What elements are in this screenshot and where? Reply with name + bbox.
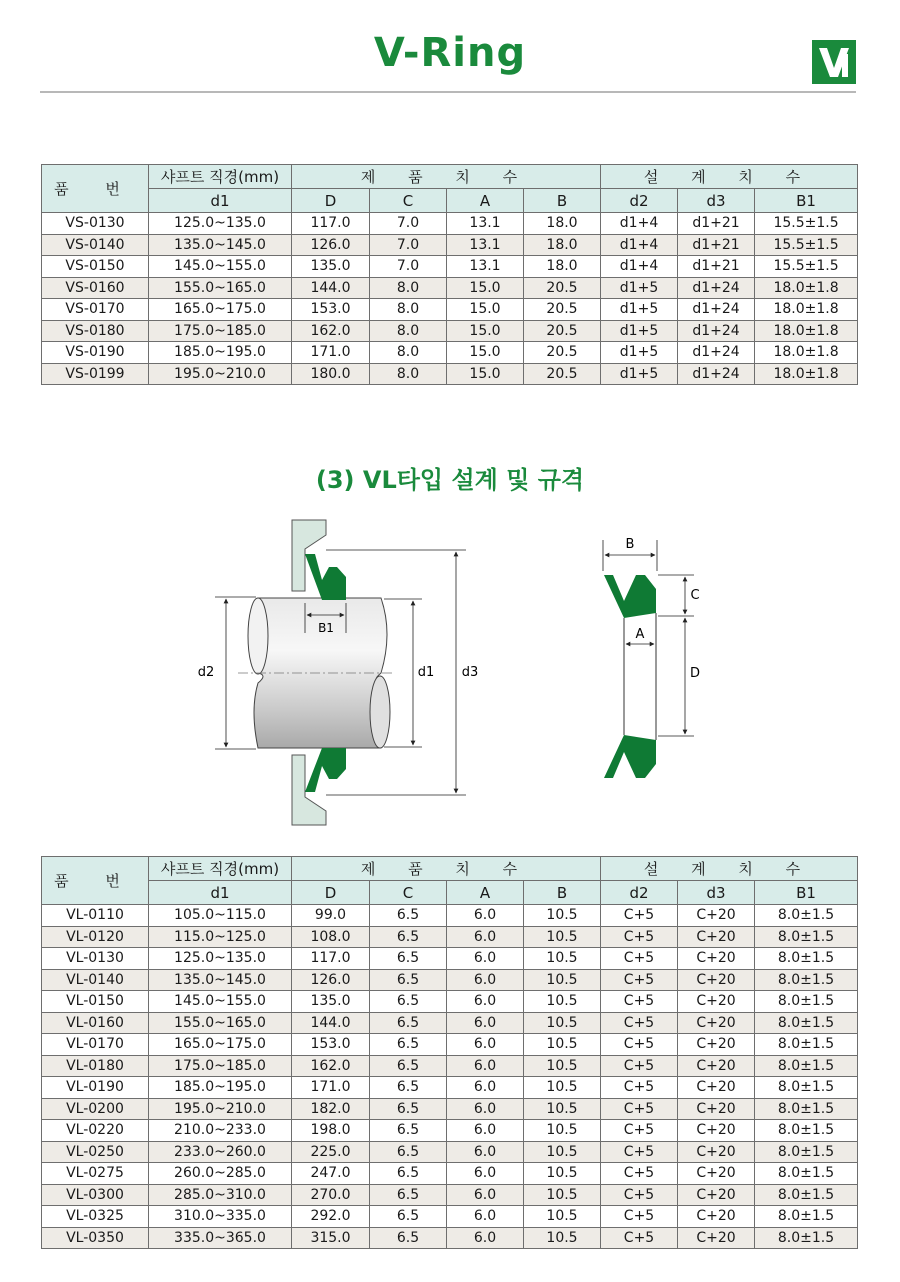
part-no-header: 품 번 — [42, 165, 149, 213]
product-dims-header: 제 품 치 수 — [292, 857, 601, 881]
table-cell: 195.0~210.0 — [149, 1098, 292, 1120]
part-number-cell: VL-0120 — [42, 926, 149, 948]
label-d2: d2 — [197, 665, 215, 680]
table-cell: 6.0 — [447, 1034, 524, 1056]
table-cell: 18.0±1.8 — [755, 277, 858, 299]
table-row — [42, 299, 858, 321]
vl-type-diagram — [0, 505, 900, 845]
vl-spec-table — [41, 856, 858, 1249]
table-cell: 8.0±1.5 — [755, 969, 858, 991]
table-cell: 6.5 — [370, 1098, 447, 1120]
table-cell: 20.5 — [524, 320, 601, 342]
column-header: d1 — [149, 881, 292, 905]
table-cell: C+20 — [678, 1098, 755, 1120]
table-cell: 13.1 — [447, 256, 524, 278]
page-title: V-Ring — [373, 30, 527, 76]
table-cell: 10.5 — [524, 1141, 601, 1163]
table-cell: 6.0 — [447, 1120, 524, 1142]
table-cell: 145.0~155.0 — [149, 256, 292, 278]
table-cell: 195.0~210.0 — [149, 363, 292, 385]
table-cell: 108.0 — [292, 926, 370, 948]
table-cell: 8.0 — [370, 277, 447, 299]
table-cell: 117.0 — [292, 213, 370, 235]
column-header: B — [524, 881, 601, 905]
table-cell: 315.0 — [292, 1227, 370, 1249]
table-cell: 20.5 — [524, 277, 601, 299]
table-cell: d1+5 — [601, 299, 678, 321]
table-cell: d1+24 — [678, 342, 755, 364]
part-number-cell: VL-0200 — [42, 1098, 149, 1120]
table-cell: 8.0±1.5 — [755, 1077, 858, 1099]
brand-logo — [812, 40, 856, 84]
table-cell: 6.0 — [447, 969, 524, 991]
table-cell: 8.0±1.5 — [755, 926, 858, 948]
table-cell: d1+5 — [601, 342, 678, 364]
shaft-diameter-header: 샤프트 직경(mm) — [149, 857, 292, 881]
table-row — [42, 1141, 858, 1163]
design-dims-header: 설 계 치 수 — [601, 165, 858, 189]
table-cell: 126.0 — [292, 969, 370, 991]
table-cell: 10.5 — [524, 1077, 601, 1099]
table-cell: 6.0 — [447, 1163, 524, 1185]
part-number-cell: VL-0160 — [42, 1012, 149, 1034]
table-cell: C+20 — [678, 926, 755, 948]
table-cell: 8.0±1.5 — [755, 1055, 858, 1077]
table-cell: 6.0 — [447, 991, 524, 1013]
table-cell: C+20 — [678, 969, 755, 991]
table-cell: 144.0 — [292, 277, 370, 299]
table-cell: 6.0 — [447, 1184, 524, 1206]
table-cell: 15.0 — [447, 363, 524, 385]
table-cell: 6.5 — [370, 1055, 447, 1077]
table-cell: 185.0~195.0 — [149, 1077, 292, 1099]
table-cell: 135.0~145.0 — [149, 234, 292, 256]
table-cell: 8.0±1.5 — [755, 1012, 858, 1034]
table-cell: 175.0~185.0 — [149, 1055, 292, 1077]
table-cell: 6.0 — [447, 926, 524, 948]
table-cell: 10.5 — [524, 1120, 601, 1142]
table-cell: 8.0 — [370, 320, 447, 342]
table-row — [42, 277, 858, 299]
table-cell: 8.0±1.5 — [755, 1163, 858, 1185]
table-cell: 6.0 — [447, 1227, 524, 1249]
table-cell: 10.5 — [524, 969, 601, 991]
column-header: C — [370, 189, 447, 213]
table-cell: 10.5 — [524, 1098, 601, 1120]
table-cell: 6.5 — [370, 1206, 447, 1228]
table-cell: 15.5±1.5 — [755, 213, 858, 235]
table-cell: C+5 — [601, 1184, 678, 1206]
table-row — [42, 926, 858, 948]
table-cell: C+20 — [678, 1034, 755, 1056]
table-cell: 6.5 — [370, 926, 447, 948]
table-cell: d1+24 — [678, 363, 755, 385]
table-row — [42, 905, 858, 927]
table-cell: C+20 — [678, 905, 755, 927]
column-header: A — [447, 881, 524, 905]
table-cell: d1+21 — [678, 256, 755, 278]
table-row — [42, 256, 858, 278]
table-cell: C+20 — [678, 1055, 755, 1077]
table-cell: d1+24 — [678, 299, 755, 321]
column-header: d1 — [149, 189, 292, 213]
table-cell: 10.5 — [524, 1012, 601, 1034]
table-cell: 6.0 — [447, 905, 524, 927]
table-cell: 13.1 — [447, 213, 524, 235]
table-cell: 6.5 — [370, 1077, 447, 1099]
table-cell: C+20 — [678, 1120, 755, 1142]
table-row — [42, 969, 858, 991]
table-cell: 135.0~145.0 — [149, 969, 292, 991]
table-row — [42, 320, 858, 342]
table-cell: C+20 — [678, 1227, 755, 1249]
table-cell: 18.0 — [524, 213, 601, 235]
table-cell: 13.1 — [447, 234, 524, 256]
table-cell: 125.0~135.0 — [149, 948, 292, 970]
table-cell: 10.5 — [524, 1163, 601, 1185]
table-cell: C+5 — [601, 948, 678, 970]
table-cell: 6.5 — [370, 948, 447, 970]
table-cell: 18.0±1.8 — [755, 320, 858, 342]
table-cell: 15.0 — [447, 320, 524, 342]
table-cell: 10.5 — [524, 1184, 601, 1206]
table-cell: 6.0 — [447, 1077, 524, 1099]
table-cell: C+5 — [601, 926, 678, 948]
table-cell: 126.0 — [292, 234, 370, 256]
part-number-cell: VS-0140 — [42, 234, 149, 256]
table-cell: 135.0 — [292, 256, 370, 278]
part-number-cell: VL-0300 — [42, 1184, 149, 1206]
table-cell: 155.0~165.0 — [149, 1012, 292, 1034]
part-number-cell: VS-0160 — [42, 277, 149, 299]
table-cell: 10.5 — [524, 1227, 601, 1249]
part-number-cell: VL-0130 — [42, 948, 149, 970]
column-header-row — [42, 189, 858, 213]
table-cell: 165.0~175.0 — [149, 299, 292, 321]
table-cell: 6.0 — [447, 1012, 524, 1034]
table-cell: C+5 — [601, 969, 678, 991]
part-number-cell: VS-0170 — [42, 299, 149, 321]
table-cell: C+5 — [601, 905, 678, 927]
table-cell: 6.5 — [370, 1012, 447, 1034]
table-cell: 135.0 — [292, 991, 370, 1013]
table-cell: 8.0±1.5 — [755, 1141, 858, 1163]
column-header: D — [292, 189, 370, 213]
label-c: C — [690, 588, 700, 603]
table-cell: d1+4 — [601, 213, 678, 235]
table-cell: C+5 — [601, 1206, 678, 1228]
table-cell: 171.0 — [292, 1077, 370, 1099]
table-row — [42, 1184, 858, 1206]
column-header-row — [42, 881, 858, 905]
table-cell: d1+24 — [678, 320, 755, 342]
column-header: A — [447, 189, 524, 213]
column-header: d2 — [601, 881, 678, 905]
table-cell: 8.0±1.5 — [755, 1034, 858, 1056]
header-divider — [40, 91, 856, 93]
label-d1: d1 — [417, 665, 435, 680]
table-cell: d1+5 — [601, 320, 678, 342]
table-cell: C+20 — [678, 1184, 755, 1206]
table-row — [42, 1077, 858, 1099]
column-header: B1 — [755, 189, 858, 213]
table-cell: 115.0~125.0 — [149, 926, 292, 948]
table-cell: 6.5 — [370, 1034, 447, 1056]
label-d: D — [689, 666, 701, 681]
table-cell: 18.0±1.8 — [755, 299, 858, 321]
table-cell: 335.0~365.0 — [149, 1227, 292, 1249]
table-row — [42, 1120, 858, 1142]
table-cell: C+5 — [601, 1163, 678, 1185]
table-cell: 20.5 — [524, 299, 601, 321]
table-cell: 10.5 — [524, 1034, 601, 1056]
table-cell: 7.0 — [370, 234, 447, 256]
part-number-cell: VS-0150 — [42, 256, 149, 278]
table-cell: C+5 — [601, 1055, 678, 1077]
table-cell: C+20 — [678, 1077, 755, 1099]
v-ring-bottom — [305, 748, 346, 792]
table-cell: 10.5 — [524, 991, 601, 1013]
part-number-cell: VL-0140 — [42, 969, 149, 991]
table-cell: 20.5 — [524, 363, 601, 385]
ring-section-bottom — [604, 735, 656, 778]
table-cell: 18.0 — [524, 234, 601, 256]
column-header: B — [524, 189, 601, 213]
section-title: (3) VL타입 설계 및 규격 — [315, 466, 585, 494]
column-header: C — [370, 881, 447, 905]
table-cell: C+20 — [678, 1163, 755, 1185]
table-cell: 292.0 — [292, 1206, 370, 1228]
table-row — [42, 991, 858, 1013]
table-cell: 6.5 — [370, 1227, 447, 1249]
table-cell: 6.5 — [370, 1120, 447, 1142]
column-header: d3 — [678, 189, 755, 213]
table-cell: 162.0 — [292, 1055, 370, 1077]
part-number-cell: VS-0199 — [42, 363, 149, 385]
column-header: d3 — [678, 881, 755, 905]
table-row — [42, 1206, 858, 1228]
table-cell: 8.0±1.5 — [755, 1120, 858, 1142]
table-cell: 310.0~335.0 — [149, 1206, 292, 1228]
table-cell: C+5 — [601, 1012, 678, 1034]
table-cell: C+5 — [601, 1120, 678, 1142]
table-cell: 8.0±1.5 — [755, 948, 858, 970]
table-row — [42, 342, 858, 364]
table-cell: 20.5 — [524, 342, 601, 364]
table-cell: 10.5 — [524, 905, 601, 927]
table-cell: 8.0±1.5 — [755, 1206, 858, 1228]
table-row — [42, 234, 858, 256]
table-cell: 117.0 — [292, 948, 370, 970]
table-row — [42, 1012, 858, 1034]
table-cell: 6.0 — [447, 1141, 524, 1163]
table-cell: 105.0~115.0 — [149, 905, 292, 927]
table-cell: 18.0 — [524, 256, 601, 278]
table-cell: 8.0±1.5 — [755, 905, 858, 927]
part-number-cell: VL-0180 — [42, 1055, 149, 1077]
part-number-cell: VL-0190 — [42, 1077, 149, 1099]
table-cell: 153.0 — [292, 299, 370, 321]
table-cell: 15.0 — [447, 299, 524, 321]
logo-v-icon — [812, 40, 856, 84]
table-cell: C+5 — [601, 1227, 678, 1249]
table-cell: 15.5±1.5 — [755, 234, 858, 256]
table-cell: 8.0 — [370, 342, 447, 364]
table-cell: 15.0 — [447, 342, 524, 364]
table-cell: 8.0 — [370, 363, 447, 385]
label-b: B — [625, 537, 635, 552]
table-cell: 260.0~285.0 — [149, 1163, 292, 1185]
table-cell: 99.0 — [292, 905, 370, 927]
table-cell: 125.0~135.0 — [149, 213, 292, 235]
part-number-cell: VL-0350 — [42, 1227, 149, 1249]
table-cell: 8.0 — [370, 299, 447, 321]
table-cell: 15.0 — [447, 277, 524, 299]
table-cell: 144.0 — [292, 1012, 370, 1034]
vl-table-body — [42, 905, 858, 1249]
design-dims-header: 설 계 치 수 — [601, 857, 858, 881]
table-cell: 10.5 — [524, 926, 601, 948]
part-number-cell: VS-0180 — [42, 320, 149, 342]
table-cell: d1+4 — [601, 256, 678, 278]
column-header: d2 — [601, 189, 678, 213]
table-cell: 162.0 — [292, 320, 370, 342]
column-header: D — [292, 881, 370, 905]
table-cell: 8.0±1.5 — [755, 1098, 858, 1120]
product-dims-header: 제 품 치 수 — [292, 165, 601, 189]
table-cell: C+5 — [601, 1077, 678, 1099]
table-cell: 6.0 — [447, 948, 524, 970]
table-cell: 180.0 — [292, 363, 370, 385]
part-number-cell: VL-0110 — [42, 905, 149, 927]
vs-table-body — [42, 213, 858, 385]
table-row — [42, 363, 858, 385]
table-cell: C+20 — [678, 948, 755, 970]
table-cell: 6.0 — [447, 1098, 524, 1120]
table-cell: d1+5 — [601, 363, 678, 385]
part-number-cell: VL-0250 — [42, 1141, 149, 1163]
table-cell: 285.0~310.0 — [149, 1184, 292, 1206]
part-number-cell: VL-0170 — [42, 1034, 149, 1056]
table-cell: 15.5±1.5 — [755, 256, 858, 278]
table-cell: 182.0 — [292, 1098, 370, 1120]
table-cell: C+5 — [601, 1034, 678, 1056]
table-cell: 155.0~165.0 — [149, 277, 292, 299]
table-cell: C+20 — [678, 1206, 755, 1228]
table-cell: 165.0~175.0 — [149, 1034, 292, 1056]
table-cell: 225.0 — [292, 1141, 370, 1163]
table-cell: d1+4 — [601, 234, 678, 256]
table-cell: 8.0±1.5 — [755, 991, 858, 1013]
table-cell: 7.0 — [370, 256, 447, 278]
table-cell: 198.0 — [292, 1120, 370, 1142]
table-cell: 145.0~155.0 — [149, 991, 292, 1013]
table-row — [42, 948, 858, 970]
part-number-cell: VS-0190 — [42, 342, 149, 364]
table-cell: C+5 — [601, 1098, 678, 1120]
column-header: B1 — [755, 881, 858, 905]
table-cell: 6.0 — [447, 1055, 524, 1077]
table-cell: 6.5 — [370, 1184, 447, 1206]
table-cell: 6.5 — [370, 991, 447, 1013]
table-cell: C+20 — [678, 991, 755, 1013]
table-cell: 8.0±1.5 — [755, 1227, 858, 1249]
label-a: A — [635, 627, 645, 642]
v-ring-top — [305, 554, 346, 600]
shaft-diameter-header: 샤프트 직경(mm) — [149, 165, 292, 189]
part-no-header: 품 번 — [42, 857, 149, 905]
part-number-cell: VL-0275 — [42, 1163, 149, 1185]
table-cell: d1+5 — [601, 277, 678, 299]
table-cell: C+20 — [678, 1012, 755, 1034]
part-number-cell: VL-0325 — [42, 1206, 149, 1228]
table-cell: 6.5 — [370, 1163, 447, 1185]
vs-spec-table — [41, 164, 858, 385]
table-cell: 153.0 — [292, 1034, 370, 1056]
table-row — [42, 1163, 858, 1185]
table-cell: 18.0±1.8 — [755, 363, 858, 385]
table-cell: 8.0±1.5 — [755, 1184, 858, 1206]
table-cell: 270.0 — [292, 1184, 370, 1206]
table-cell: 210.0~233.0 — [149, 1120, 292, 1142]
table-cell: C+5 — [601, 991, 678, 1013]
part-number-cell: VL-0220 — [42, 1120, 149, 1142]
table-cell: 6.0 — [447, 1206, 524, 1228]
label-d3: d3 — [461, 665, 479, 680]
table-row — [42, 1055, 858, 1077]
table-cell: d1+24 — [678, 277, 755, 299]
label-b1: B1 — [318, 621, 334, 635]
table-cell: C+20 — [678, 1141, 755, 1163]
part-number-cell: VS-0130 — [42, 213, 149, 235]
table-row — [42, 1098, 858, 1120]
table-cell: 233.0~260.0 — [149, 1141, 292, 1163]
table-cell: d1+21 — [678, 213, 755, 235]
table-row — [42, 1227, 858, 1249]
table-cell: 10.5 — [524, 948, 601, 970]
table-cell: 10.5 — [524, 1055, 601, 1077]
table-cell: d1+21 — [678, 234, 755, 256]
table-cell: 185.0~195.0 — [149, 342, 292, 364]
table-cell: 6.5 — [370, 905, 447, 927]
table-cell: 6.5 — [370, 1141, 447, 1163]
table-cell: 7.0 — [370, 213, 447, 235]
table-cell: 247.0 — [292, 1163, 370, 1185]
part-number-cell: VL-0150 — [42, 991, 149, 1013]
table-cell: 171.0 — [292, 342, 370, 364]
table-row — [42, 213, 858, 235]
table-cell: 175.0~185.0 — [149, 320, 292, 342]
table-cell: 6.5 — [370, 969, 447, 991]
table-cell: 10.5 — [524, 1206, 601, 1228]
table-cell: 18.0±1.8 — [755, 342, 858, 364]
table-row — [42, 1034, 858, 1056]
table-cell: C+5 — [601, 1141, 678, 1163]
ring-section-top — [604, 575, 656, 618]
